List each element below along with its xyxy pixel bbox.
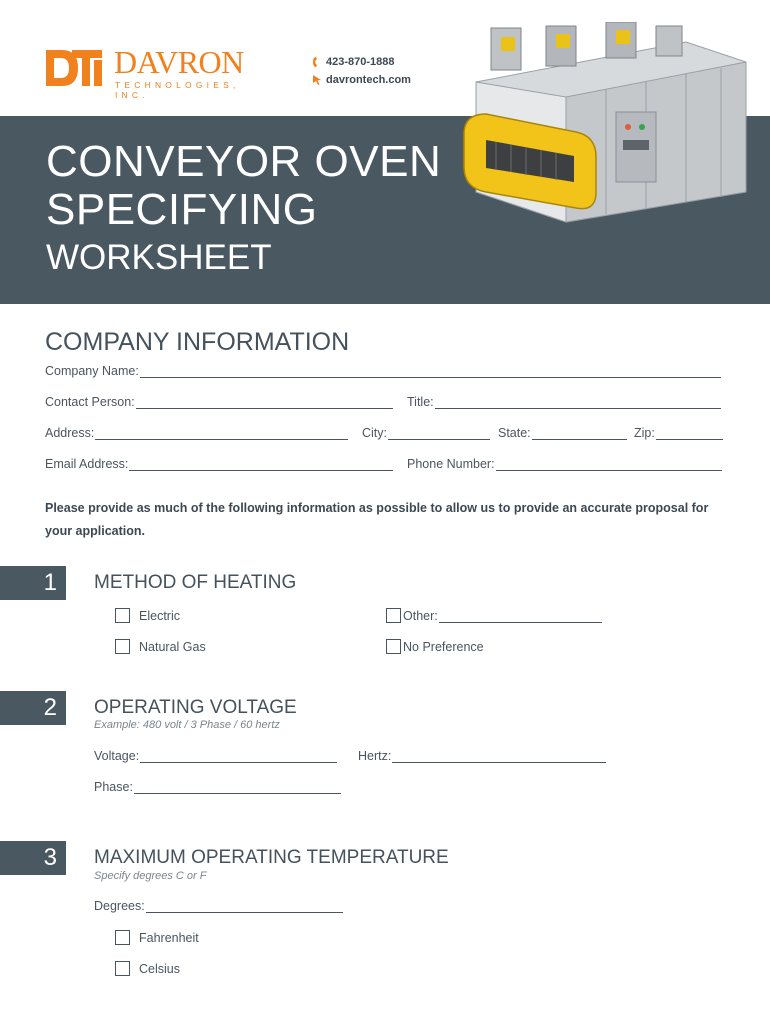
- section-title-voltage: OPERATING VOLTAGE: [94, 697, 297, 718]
- checkbox-label: Natural Gas: [139, 639, 206, 654]
- checkbox-box[interactable]: [386, 639, 401, 654]
- phone-line[interactable]: [496, 457, 722, 471]
- hertz-label: Hertz:: [358, 749, 392, 763]
- temperature-example: Specify degrees C or F: [94, 870, 207, 882]
- company-name-line[interactable]: [140, 364, 721, 378]
- contact-info: [312, 53, 411, 89]
- zip-label: Zip:: [634, 426, 655, 440]
- checkbox-other[interactable]: [386, 608, 602, 623]
- email-row: [45, 457, 727, 475]
- davron-logo-mark-icon: [44, 46, 106, 90]
- degrees-field[interactable]: [94, 899, 343, 913]
- address-row: [45, 426, 725, 444]
- zip-field[interactable]: [634, 426, 723, 440]
- contact-row: [45, 395, 725, 413]
- title-line-2: SPECIFYING: [46, 185, 318, 234]
- phase-field[interactable]: [94, 780, 341, 794]
- checkbox-box[interactable]: [115, 608, 130, 623]
- city-label: City:: [362, 426, 387, 440]
- contact-person-field[interactable]: [45, 395, 393, 409]
- degrees-line[interactable]: [146, 899, 343, 913]
- voltage-line[interactable]: [140, 749, 337, 763]
- voltage-example: Example: 480 volt / 3 Phase / 60 hertz: [94, 719, 280, 731]
- checkbox-label: Other:: [403, 608, 438, 623]
- section-number-2: 2: [0, 691, 66, 725]
- cursor-icon: [312, 74, 322, 86]
- checkbox-celsius[interactable]: [115, 961, 180, 976]
- company-name-row: [45, 364, 725, 382]
- page-subtitle: WORKSHEET: [46, 238, 272, 277]
- title-label: Title:: [407, 395, 434, 409]
- company-name-field[interactable]: [45, 364, 721, 378]
- address-line[interactable]: [95, 426, 348, 440]
- city-line[interactable]: [388, 426, 490, 440]
- state-label: State:: [498, 426, 531, 440]
- phone-number[interactable]: 423-870-1888: [326, 56, 395, 68]
- title-line-1: CONVEYOR OVEN: [46, 137, 442, 186]
- other-line[interactable]: [439, 609, 602, 623]
- voltage-row: [94, 749, 614, 767]
- phone-label: Phone Number:: [407, 457, 495, 471]
- phone-icon: [312, 56, 322, 68]
- intro-text: Please provide as much of the following information as possible to allow us to provide an accurate proposal for your application.: [45, 501, 709, 538]
- phone-field[interactable]: [407, 457, 722, 471]
- checkbox-label: Fahrenheit: [139, 930, 199, 945]
- phase-line[interactable]: [134, 780, 341, 794]
- address-label: Address:: [45, 426, 95, 440]
- checkbox-label: Electric: [139, 608, 180, 623]
- phone-row: [312, 53, 411, 71]
- brand-tagline: TECHNOLOGIES, INC.: [115, 80, 240, 100]
- degrees-label: Degrees:: [94, 899, 145, 913]
- company-name-label: Company Name:: [45, 364, 139, 378]
- section-title-heating: METHOD OF HEATING: [94, 572, 297, 593]
- section-number-1: 1: [0, 566, 66, 600]
- phase-row: [94, 780, 354, 798]
- contact-person-line[interactable]: [136, 395, 393, 409]
- checkbox-label: Celsius: [139, 961, 180, 976]
- title-field[interactable]: [407, 395, 721, 409]
- checkbox-natural-gas[interactable]: [115, 639, 206, 654]
- title-line[interactable]: [435, 395, 721, 409]
- website-link[interactable]: davrontech.com: [326, 74, 411, 86]
- state-field[interactable]: [498, 426, 627, 440]
- email-label: Email Address:: [45, 457, 129, 471]
- city-field[interactable]: [362, 426, 490, 440]
- checkbox-no-preference[interactable]: [386, 639, 484, 654]
- voltage-field[interactable]: [94, 749, 337, 763]
- section-title-temperature: MAXIMUM OPERATING TEMPERATURE: [94, 847, 449, 868]
- checkbox-electric[interactable]: [115, 608, 180, 623]
- hertz-field[interactable]: [358, 749, 606, 763]
- checkbox-box[interactable]: [115, 961, 130, 976]
- checkbox-label: No Preference: [403, 639, 484, 654]
- checkbox-box[interactable]: [115, 639, 130, 654]
- voltage-label: Voltage:: [94, 749, 140, 763]
- conveyor-oven-image: [456, 22, 752, 228]
- phase-label: Phase:: [94, 780, 133, 794]
- website-row: [312, 71, 411, 89]
- checkbox-fahrenheit[interactable]: [115, 930, 199, 945]
- email-field[interactable]: [45, 457, 393, 471]
- contact-person-label: Contact Person:: [45, 395, 135, 409]
- brand-name: DAVRON: [114, 44, 244, 80]
- degrees-row: [94, 899, 354, 917]
- page-title: [46, 138, 441, 234]
- state-line[interactable]: [532, 426, 627, 440]
- email-line[interactable]: [129, 457, 393, 471]
- checkbox-box[interactable]: [386, 608, 401, 623]
- davron-logo: [44, 44, 274, 100]
- zip-line[interactable]: [656, 426, 723, 440]
- company-info-heading: COMPANY INFORMATION: [45, 328, 350, 356]
- hertz-line[interactable]: [392, 749, 606, 763]
- section-number-3: 3: [0, 841, 66, 875]
- address-field[interactable]: [45, 426, 348, 440]
- checkbox-box[interactable]: [115, 930, 130, 945]
